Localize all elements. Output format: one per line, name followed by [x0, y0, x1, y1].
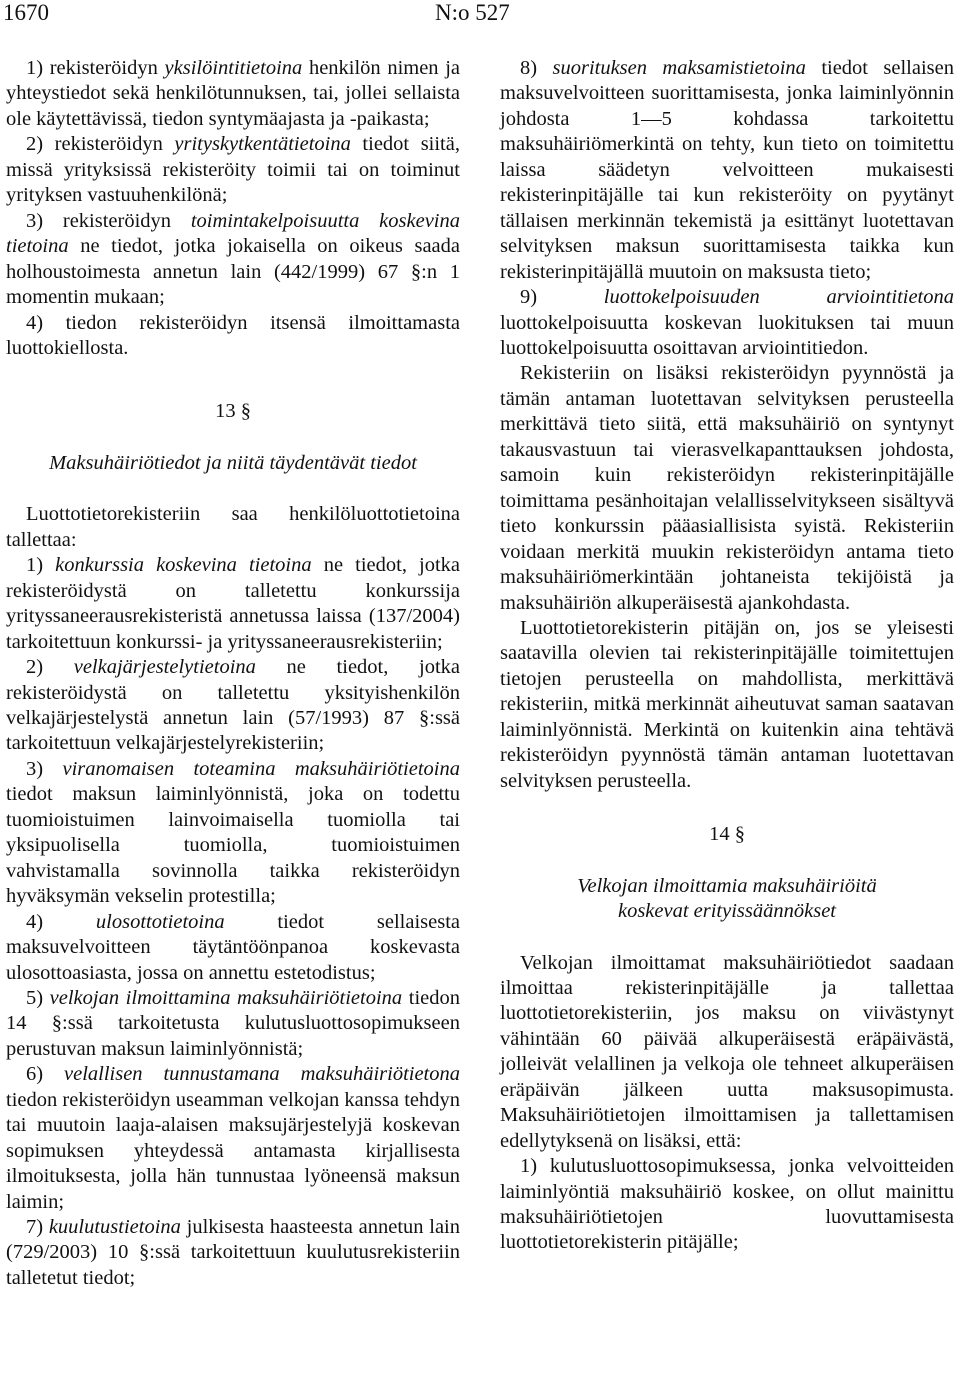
list-item — [500, 285, 954, 361]
section-title-line: Velkojan ilmoittamia maksuhäiriöitä — [577, 874, 877, 897]
text-run: 1) — [26, 554, 56, 577]
text-run: 4) — [26, 910, 96, 933]
list-item — [500, 56, 954, 285]
italic-term: ulosottotietoina — [95, 910, 225, 933]
text-run: tiedon rekisteröidyn useamman velkojan kanssa tehdyn tai muutoin laaja-alaisen maksujärjestelyjä koskevan sopimuksen yhteydessä antamasta kirjallisesta ilmoituksesta, jolla hän tunnustaa lyöneensä maksun laimin; — [6, 1088, 460, 1213]
italic-term: viranomaisen toteamina maksuhäiriötietoina — [62, 757, 460, 780]
paragraph — [500, 951, 954, 1155]
text-run: Velkojan ilmoittamat maksuhäiriötiedot saadaan ilmoittaa rekisterinpitäjälle ja tallettaa luottotietorekisteriin, jos maksu on viivästynyt vähintään 60 päivää alkuperäisestä eräpäivästä, jolleivät velallinen ja velkoja ole tehneet alkuperäisen eräpäivän jälkeen uutta maksusopimusta. Maksuhäiriötietojen ilmoittamisen ja tallettamisen edellytyksenä on lisäksi, että: — [500, 951, 954, 1152]
text-run: tiedot sellaisesta maksuvelvoitteen täytäntöönpanoa koskevasta ulosottoasiasta, jossa on annettu estetodistus; — [6, 910, 461, 984]
italic-term: velkajärjestelytietoina — [73, 656, 256, 679]
text-run: ne tiedot, jotka rekisteröidystä on talletettu konkurssija yrityssaneerausrekisteristä annetussa laissa (137/2004) tarkoitettuun konkurssi- ja yrityssaneerausrekisteriin; — [6, 554, 461, 653]
list-item — [6, 910, 460, 986]
text-run: 3) — [26, 757, 63, 780]
italic-term: toimintakelpoisuutta koskevina tietoina — [6, 209, 460, 258]
list-item — [6, 56, 460, 132]
italic-term: luottokelpoisuuden arviointitietona — [603, 286, 954, 309]
list-item — [500, 1154, 954, 1256]
text-run: ne tiedot, jotka jokaisella on oikeus saada holhoustoimesta annetun lain (442/1999) 67 §:n 1 momentin mukaan; — [6, 235, 460, 309]
text-run: 6) — [26, 1063, 64, 1086]
italic-term: kuulutustietoina — [48, 1216, 181, 1239]
running-header — [0, 0, 960, 40]
list-item — [6, 132, 460, 208]
section-number: 13 § — [215, 400, 251, 423]
italic-term: yrityskytkentätietoina — [174, 133, 351, 156]
list-item — [6, 655, 460, 757]
text-run: 2) — [26, 656, 74, 679]
list-item — [6, 209, 460, 311]
text-run: 7) — [26, 1216, 49, 1239]
list-item — [6, 1062, 460, 1215]
text-run: 9) — [520, 286, 604, 309]
italic-term: velallisen tunnustamana maksuhäiriötietona — [64, 1063, 460, 1086]
text-run: julkisesta haasteesta annetun lain (729/2003) 10 §:ssä tarkoitettuun kuulutusrekisteriin talletetut tiedot; — [6, 1216, 460, 1289]
text-run: 5) — [26, 986, 50, 1009]
section-number: 14 § — [709, 823, 745, 846]
italic-term: konkurssia koskevina tietoina — [55, 554, 312, 577]
paragraph — [500, 616, 954, 794]
document-id: N:o 527 — [435, 0, 510, 25]
text-run: tiedot sellaisen maksuvelvoitteen suorittamisesta, jonka laiminlyönnin johdosta 1—5 kohdassa tarkoitettu maksuhäiriömerkintä on tehty, kun tieto on toimitettu laissa säädetyn velvoitteen mukaisesti rekisterinpitäjälle tai kun rekisteröity on pyytänyt tällaisen merkinnän tekemistä ja esittänyt luotettavan selvityksen maksun suorittamisesta taikka kun rekisterinpitäjällä muutoin on maksusta tieto; — [500, 57, 954, 283]
list-item — [6, 553, 460, 655]
text-run: Luottotietorekisterin pitäjän on, jos se yleisesti saatavilla olevien tai rekisterinpitäjälle toimitettujen tietojen perusteella on mahdollista, merkittävä rekisteriin, mitkä merkinnät aiheutuvat saman saatavan laiminlyönnistä. Merkintä on kuitenkin aina tehtävä rekisteröidyn pyynnöstä tämän antaman luotettavan selvityksen perusteella. — [500, 616, 954, 792]
list-item — [6, 1215, 460, 1291]
text-run: tiedot maksun laiminlyönnistä, joka on todettu tuomioistuimen lainvoimaisella tuomiolla tai yksipuolisella tuomiolla, tuomioistuimen vahvistamalla sovinnolla taikka rekisteröidyn hyväksymän vekselin protestilla; — [6, 783, 460, 908]
text-run: 1) kulutusluottosopimuksessa, jonka velvoitteiden laiminlyöntiä maksuhäiriö koskee, on ollut mainittu maksuhäiriötietojen luovuttamisesta luottotietorekisterin pitäjälle; — [500, 1155, 954, 1254]
italic-term: velkojan ilmoittamina maksuhäiriötietoina — [49, 986, 403, 1009]
list-item — [6, 311, 460, 362]
text-run: 8) — [520, 57, 553, 79]
section-title-line: koskevat erityissäännökset — [617, 900, 837, 923]
text-run: 4) tiedon rekisteröidyn itsensä ilmoittamasta luottokiellosta. — [6, 311, 460, 359]
right-column — [500, 56, 954, 1256]
text-run: luottokelpoisuutta koskevan luokituksen tai muun luottokelpoisuutta osoittavan arviointitiedon. — [500, 311, 954, 359]
text-run: 2) rekisteröidyn — [26, 133, 175, 156]
text-run: 3) rekisteröidyn — [26, 209, 191, 232]
text-run: henkilön nimen ja yhteystiedot sekä henkilötunnuksen, tai, jollei sellaista ole käytettävissä, tiedon syntymäajasta ja -paikasta; — [6, 57, 460, 130]
list-item — [6, 986, 460, 1062]
list-item — [6, 757, 460, 910]
page-number: 1670 — [3, 0, 49, 25]
left-column — [6, 56, 460, 1291]
text-run: ne tiedot, jotka rekisteröidystä on talletettu yksityishenkilön velkajärjestelystä annetun lain (57/1993) 87 §:ssä tarkoitettuun velkajärjestelyrekisteriin; — [6, 656, 461, 755]
section-title — [500, 874, 954, 925]
italic-term: yksilöintitietoina — [164, 57, 303, 79]
paragraph — [500, 361, 954, 616]
paragraph — [6, 502, 460, 553]
section-title: Maksuhäiriötiedot ja niitä täydentävät tiedot — [49, 451, 417, 474]
text-run: 1) rekisteröidyn — [26, 57, 165, 79]
text-run: tiedon 14 §:ssä tarkoitetusta kulutusluottosopimukseen perustuvan maksun laiminlyönnistä; — [6, 986, 460, 1060]
text-run: Rekisteriin on lisäksi rekisteröidyn pyynnöstä ja tämän antaman luotettavan selvityksen perusteella merkittävä tieto siitä, että maksuhäiriö on syntynyt takausvastuun tai vierasvelkapanttauksen johdosta, samoin kuin rekisteröidyn rekisterinpitäjälle toimittama pesänhoitajan velallisselvitykseen sisältyvä tieto konkurssin pääasiallisista syistä. Rekisteriin voidaan merkitä muukin rekisteröidyn antama tieto maksuhäiriömerkintään johtaneista tekijöistä ja maksuhäiriön alkuperäisestä ajankohdasta. — [500, 362, 954, 614]
text-run: tiedot siitä, missä yrityksissä rekisteröity toimii tai on toiminut yrityksen vastuuhenkilönä; — [6, 133, 460, 207]
text-run: Luottotietorekisteriin saa henkilöluottotietoina tallettaa: — [6, 503, 460, 551]
italic-term: suorituksen maksamistietoina — [552, 57, 806, 79]
